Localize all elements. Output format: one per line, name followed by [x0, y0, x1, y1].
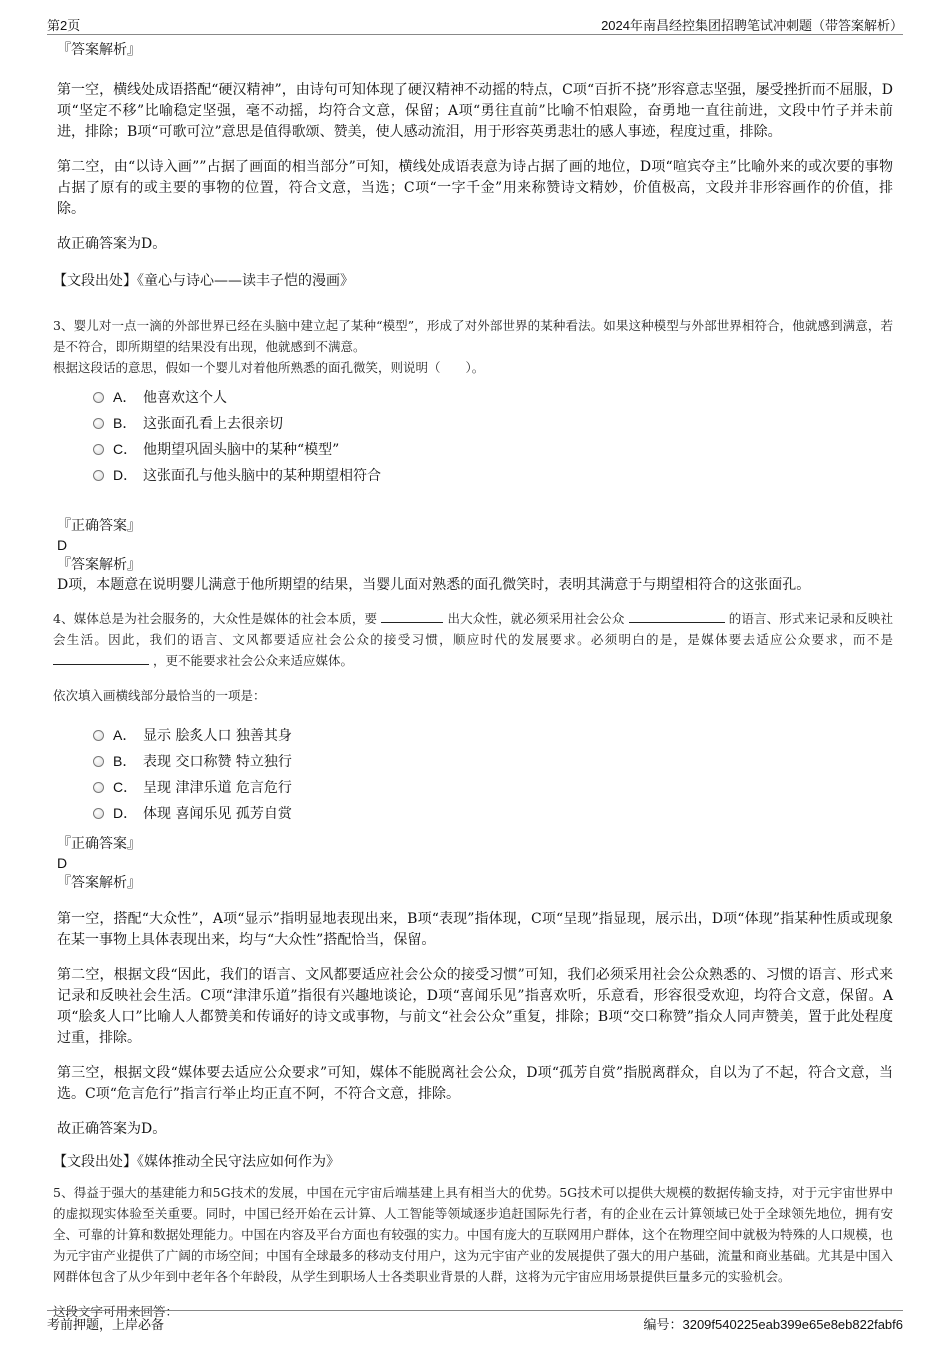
analysis-paragraph: 第二空，根据文段“因此，我们的语言、文风都要适应社会公众的接受习惯”可知，我们必须采用社会公众熟悉的、习惯的语言、形式来记录和反映社会生活。C项“津津乐道”指很有兴趣地谈论，D项“喜闻乐见”指喜欢听，乐意看，形容很受欢迎，均符合文意，保留。A项“脍炙人口”比喻人人都赞美和传诵好的诗文或事物，与前文“社会公众”重复，排除；B项“交口称赞”指众人同声赞美，置于此处程度过重，排除。 [57, 967, 893, 1046]
radio-icon[interactable] [93, 470, 104, 481]
question-stem: 4、媒体总是为社会服务的，大众性是媒体的社会本质，要 出大众性，就必须采用社会公众 的语言、形式来记录和反映社会生活。因此，我们的语言、文风都要适应社会公众的接受习惯，顺应时代的发展要求。必须明白的是，是媒体要去适应公众要求，而不是 ，更不能要求社会公众来适应媒体。 [53, 608, 893, 671]
page-header [47, 14, 903, 35]
analysis-paragraph: D项，本题意在说明婴儿满意于他所期望的结果，当婴儿面对熟悉的面孔微笑时，表明其满意于与期望相符合的这张面孔。 [57, 577, 811, 593]
option-c[interactable]: C． 呈现 津津乐道 危言危行 [93, 774, 893, 800]
question-prompt: 根据这段话的意思，假如一个婴儿对着他所熟悉的面孔微笑，则说明（ ）。 [53, 360, 485, 375]
question-3 [53, 315, 893, 596]
analysis-paragraph: 第三空，根据文段“媒体要去适应公众要求”可知，媒体不能脱离社会公众，D项“孤芳自赏”指脱离群众，自以为了不起，符合文意，当选。C项“危言危行”指言行举止均正直不阿，不符合文意，排除。 [57, 1065, 893, 1102]
fill-blank [53, 650, 149, 665]
analysis-paragraph: 第一空，横线处成语搭配“硬汉精神”，由诗句可知体现了硬汉精神不动摇的特点，C项“百折不挠”形容意志坚强，屡受挫折而不屈服，D项“坚定不移”比喻稳定坚强，毫不动摇，均符合文意，保留；A项“勇往直前”比喻不怕艰险，奋勇地一直往前进，文段中竹子并未前进，排除；B项“可歌可泣”意思是值得歌颂、赞美，使人感动流泪，用于形容英勇悲壮的感人事迹，程度过重，排除。 [57, 82, 893, 140]
analysis-label: 『答案解析』 [57, 42, 141, 58]
option-d[interactable]: D． 体现 喜闻乐见 孤芳自赏 [93, 800, 893, 826]
source-citation: 【文段出处】《媒体推动全民守法应如何作为》 [53, 1154, 340, 1170]
page-number: 第2页 [47, 18, 81, 33]
document-title: 2024年南昌经控集团招聘笔试冲刺题（带答案解析） [601, 18, 903, 33]
radio-icon[interactable] [93, 392, 104, 403]
option-d[interactable]: D． 这张面孔与他头脑中的某种期望相符合 [93, 462, 893, 488]
page-footer [47, 1310, 903, 1335]
footer-slogan: 考前押题，上岸必备 [47, 1318, 165, 1333]
question-stem: 3、婴儿对一点一滴的外部世界已经在头脑中建立起了某种“模型”，形成了对外部世界的某种看法。如果这种模型与外部世界相符合，他就感到满意，若是不符合，即所期望的结果没有出现，他就感到不满意。 [53, 318, 893, 354]
analysis-label: 『答案解析』 [57, 557, 141, 573]
question-4 [53, 608, 893, 1172]
option-b[interactable]: B． 这张面孔看上去很亲切 [93, 410, 893, 436]
option-list [93, 384, 893, 488]
option-list [93, 722, 893, 826]
source-citation: 【文段出处】《童心与诗心——读丰子恺的漫画》 [53, 273, 354, 289]
analysis-conclusion: 故正确答案为D。 [57, 1121, 167, 1137]
radio-icon[interactable] [93, 730, 104, 741]
analysis-paragraph: 第一空，搭配“大众性”，A项“显示”指明显地表现出来，B项“表现”指体现，C项“呈现”指显现，展示出，D项“体现”指某种性质或现象在某一事物上具体表现出来，均与“大众性”搭配恰当，保留。 [57, 911, 893, 948]
radio-icon[interactable] [93, 782, 104, 793]
radio-icon[interactable] [93, 418, 104, 429]
correct-answer-label: 『正确答案』 [57, 518, 141, 534]
option-c[interactable]: C． 他期望巩固头脑中的某种“模型” [93, 436, 893, 462]
analysis-conclusion: 故正确答案为D。 [57, 236, 167, 252]
question-5 [53, 1182, 893, 1322]
correct-answer: D [57, 855, 68, 871]
option-a[interactable]: A． 显示 脍炙人口 独善其身 [93, 722, 893, 748]
document-id: 编号：3209f540225eab399e65e8eb822fabf6 [643, 1317, 903, 1332]
radio-icon[interactable] [93, 756, 104, 767]
correct-answer-label: 『正确答案』 [57, 836, 141, 852]
question-stem: 5、得益于强大的基建能力和5G技术的发展，中国在元宇宙后端基建上具有相当大的优势。5G技术可以提供大规模的数据传输支持，对于元宇宙世界中的虚拟现实体验至关重要。同时，中国已经开始在云计算、人工智能等领域逐步追赶国际先行者，有的企业在云计算领域已处于全球领先地位，拥有安全、可靠的计算和数据处理能力。中国在内容及平台方面也有较强的实力。中国有庞大的互联网用户群体，这个在物理空间中就极为特殊的人口规模，也为元宇宙产业提供了广阔的市场空间；中国有全球最多的移动支付用户，这为元宇宙产业的发展提供了强大的用户基础，流量和商业基础。尤其是中国入网群体包含了从少年到中老年各个年龄段，从学生到职场人士各类职业背景的人群，这将为元宇宙应用场景提供巨量多元的实验机会。 [53, 1185, 893, 1284]
fill-blank [629, 608, 725, 623]
fill-blank [381, 608, 443, 623]
question-prompt: 依次填入画横线部分最恰当的一项是： [53, 688, 266, 703]
radio-icon[interactable] [93, 808, 104, 819]
option-a[interactable]: A． 他喜欢这个人 [93, 384, 893, 410]
correct-answer: D [57, 537, 68, 553]
radio-icon[interactable] [93, 444, 104, 455]
analysis-label: 『答案解析』 [57, 875, 141, 891]
analysis-paragraph: 第二空，由“以诗入画””占据了画面的相当部分”可知，横线处成语表意为诗占据了画的地位，D项“喧宾夺主”比喻外来的或次要的事物占据了原有的或主要的事物的位置，符合文意，当选；C项“一字千金”用来称赞诗文精妙，价值极高，文段并非形容画作的价值，排除。 [57, 159, 893, 217]
document-body [53, 40, 893, 1322]
question-prompt: 这段文字可用来回答： [53, 1304, 179, 1319]
option-b[interactable]: B． 表现 交口称赞 特立独行 [93, 748, 893, 774]
